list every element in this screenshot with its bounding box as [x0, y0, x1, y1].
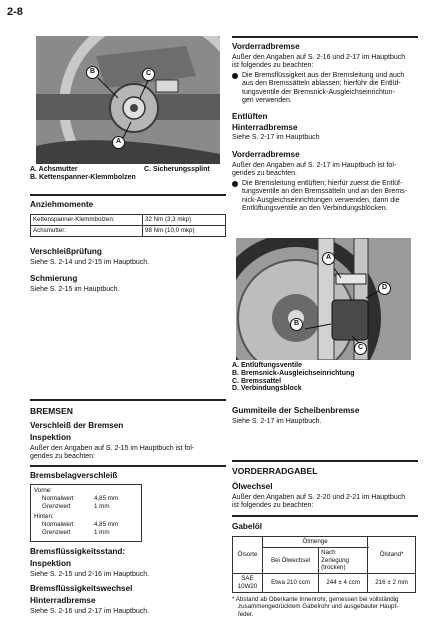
change-heading1: Bremsflüssigkeitswechsel — [30, 584, 133, 593]
change-heading2: Hinterradbremse — [30, 596, 96, 605]
fork-heading: VORDERRADGABEL — [232, 466, 318, 476]
torque-value: 32 Nm (3,3 mkp) — [143, 215, 226, 226]
photo2-caption-b: B. Bremsnick-Ausgleichseinrichtung — [232, 369, 355, 377]
torque-value: 98 Nm (10,0 mkp) — [143, 225, 226, 236]
vb2-bullet-line: nick-Ausgleichseinrichtungen verwenden, dann die — [242, 196, 400, 204]
fork-rule — [232, 460, 418, 462]
photo2-caption-d: D. Verbindungsblock — [232, 385, 302, 393]
callout-a: A — [322, 252, 335, 265]
gabel-data-row — [233, 574, 416, 593]
gabel-footnote — [232, 596, 418, 618]
bleed-heading2: Hinterradbremse — [232, 123, 298, 132]
level-heading1: Bremsflüssigkeitsstand: — [30, 547, 126, 556]
callout-a: A — [112, 136, 125, 149]
gabel-th-zerlegung — [319, 547, 368, 573]
callout-c: C — [354, 342, 367, 355]
vb1-intro-line: Außer den Angaben auf S. 2-16 und 2-17 im Hauptbuch — [232, 54, 406, 61]
brakes-rule — [30, 399, 226, 401]
torque-row — [31, 225, 226, 236]
gabel-th-stand: Ölstand* — [368, 537, 416, 574]
rear-axle-photo — [36, 36, 220, 164]
gabel-cell-stand: 216 ± 2 mm — [368, 574, 416, 593]
pads-box — [30, 484, 142, 542]
pads-val: 4,85 mm — [94, 521, 119, 528]
vb2-heading: Vorderradbremse — [232, 150, 300, 159]
gabel-footnote-line: * Abstand ab Oberkante Innenrohr, gemessen bei vollständig — [232, 596, 399, 603]
photo2-caption-c: C. Bremssattel — [232, 377, 282, 385]
pads-key: Normalwert — [42, 494, 74, 502]
brakes-sub2: Inspektion — [30, 433, 71, 442]
pads-rule — [30, 465, 226, 467]
fork-text-1: Außer den Angaben auf S. 2-20 und 2-21 im Hauptbuch — [232, 494, 406, 501]
pads-row — [34, 503, 138, 511]
vb2-intro-line: gendes zu beachten. — [232, 170, 297, 178]
gabel-th-sorte: Ölsorte — [233, 537, 263, 574]
vb1-bullet-line: gen verwenden. — [242, 96, 292, 104]
rubber-heading: Gummiteile der Scheibenbremse — [232, 406, 360, 415]
vb1-intro — [232, 54, 418, 71]
pads-front-label: Vorne: — [34, 487, 52, 494]
vb1-heading: Vorderradbremse — [232, 42, 300, 51]
brakes-text-1: Außer den Angaben auf S. 2-15 im Hauptbuch ist fol- — [30, 445, 195, 452]
callout-b: B — [86, 66, 99, 79]
vb1-bullet-text — [242, 72, 404, 105]
pads-row — [34, 495, 138, 503]
callout-d: D — [378, 282, 391, 295]
lube-text: Siehe S. 2-15 im Hauptbuch. — [30, 286, 120, 293]
bleed-heading1: Entlüften — [232, 112, 268, 121]
gabel-cell-zerlegung: 244 ± 4 ccm — [319, 574, 368, 593]
level-text: Siehe S. 2-15 und 2-16 im Hauptbuch. — [30, 571, 150, 578]
front-brake-photo — [236, 238, 411, 360]
wear-text: Siehe S. 2-14 und 2-15 im Hauptbuch. — [30, 259, 150, 266]
torque-rule — [30, 194, 226, 196]
gabel-th-zerlegung-line: (trocken) — [321, 564, 346, 572]
fork-text-2: ist folgendes zu beachten: — [232, 502, 314, 509]
page-number: 2-8 — [7, 6, 23, 18]
pads-val: 4,85 mm — [94, 494, 119, 502]
vb2-bullet-line: Die Bremsleitung entlüften; hierfür zuerst die Entlüf- — [242, 180, 403, 187]
gabel-rule — [232, 515, 418, 517]
vb1-rule — [232, 36, 418, 38]
level-heading2: Inspektion — [30, 559, 71, 568]
gabel-heading: Gabelöl — [232, 522, 263, 531]
change-text: Siehe S. 2-16 und 2-17 im Hauptbuch. — [30, 608, 150, 615]
photo2-caption-a: A. Entlüftungsventile — [232, 362, 302, 369]
gabel-th-zerlegung-line: Zerlegung — [321, 556, 349, 564]
gabel-sorte-line: SAE — [241, 575, 254, 582]
photo1-caption-a: A. Achsmutter — [30, 166, 78, 173]
bleed-text: Siehe S. 2-17 im Hauptbuch — [232, 134, 320, 141]
pads-row — [34, 529, 138, 537]
wear-heading: Verschleißprüfung — [30, 247, 102, 256]
pads-key: Normalwert — [42, 521, 74, 528]
torque-label: Achsmutter: — [31, 225, 143, 236]
fork-sub: Ölwechsel — [232, 482, 273, 491]
bullet-icon — [232, 73, 238, 79]
vb2-bullet-text — [242, 180, 407, 213]
pads-row — [34, 521, 138, 529]
vb1-intro-line: ist folgendes zu beachten: — [232, 62, 314, 70]
gabel-table — [232, 536, 416, 593]
pads-rear-label: Hinten: — [34, 513, 54, 521]
pads-key: Grenzwert — [42, 502, 71, 510]
vb1-bullet-line: tungsventile der Bremsnick-Ausgleichseinrichtun- — [242, 88, 395, 96]
brakes-text-2: gendes zu beachten: — [30, 453, 95, 460]
lube-heading: Schmierung — [30, 274, 78, 283]
vb2-intro-line: Außer den Angaben auf S. 2-17 im Hauptbuch ist fol- — [232, 162, 397, 169]
gabel-th-zerlegung-line: Nach — [321, 548, 336, 556]
vb2-bullet — [232, 180, 418, 213]
photo2-caption — [232, 362, 355, 393]
pads-val: 1 mm — [94, 528, 110, 536]
bullet-icon — [232, 181, 238, 187]
rear-axle-illustration — [36, 36, 220, 164]
rubber-text: Siehe S. 2-17 im Hauptbuch. — [232, 418, 322, 425]
pads-heading: Bremsbelagverschleiß — [30, 471, 118, 480]
torque-row — [31, 215, 226, 226]
torque-label: Kettenspanner-Klemmbolzen: — [31, 215, 143, 226]
gabel-th-wechsel: Bei Ölwechsel — [263, 547, 319, 573]
gabel-footnote-line: zusammengedrücktem Gabelrohr und ausgebauter Haupt- — [238, 603, 399, 611]
vb2-bullet-line: tungsventile an den Bremssätteln und an den Brems- — [242, 188, 407, 196]
torque-table — [30, 214, 226, 237]
gabel-header-row — [233, 537, 416, 548]
gabel-cell-sorte — [233, 574, 263, 593]
gabel-sorte-line: 10W20 — [237, 582, 258, 590]
gabel-cell-wechsel: Etwa 210 ccm — [263, 574, 319, 593]
vb1-bullet-line: Die Bremsflüssigkeit aus der Bremsleitung und auch — [242, 72, 405, 79]
torque-heading: Anziehmomente — [30, 200, 94, 209]
vb1-bullet — [232, 72, 418, 105]
brakes-sub1: Verschleiß der Bremsen — [30, 421, 124, 430]
callout-b: B — [290, 318, 303, 331]
pads-val: 1 mm — [94, 502, 110, 510]
callout-c: C — [142, 68, 155, 81]
vb1-bullet-line: aus den Bremssätteln ablassen; hierführ die Entlüf- — [242, 80, 401, 88]
brakes-heading: BREMSEN — [30, 406, 73, 416]
pads-key: Grenzwert — [42, 528, 71, 536]
gabel-th-group: Ölmenge — [263, 537, 368, 548]
photo1-caption-c: C. Sicherungssplint — [144, 166, 210, 173]
vb2-intro — [232, 162, 418, 179]
gabel-footnote-line: feder. — [238, 610, 254, 618]
vb2-bullet-line: Entlüftungsventile an den Verbindungsblöcken. — [242, 204, 388, 212]
photo1-caption-b: B. Kettenspanner-Klemmbolzen — [30, 174, 136, 181]
